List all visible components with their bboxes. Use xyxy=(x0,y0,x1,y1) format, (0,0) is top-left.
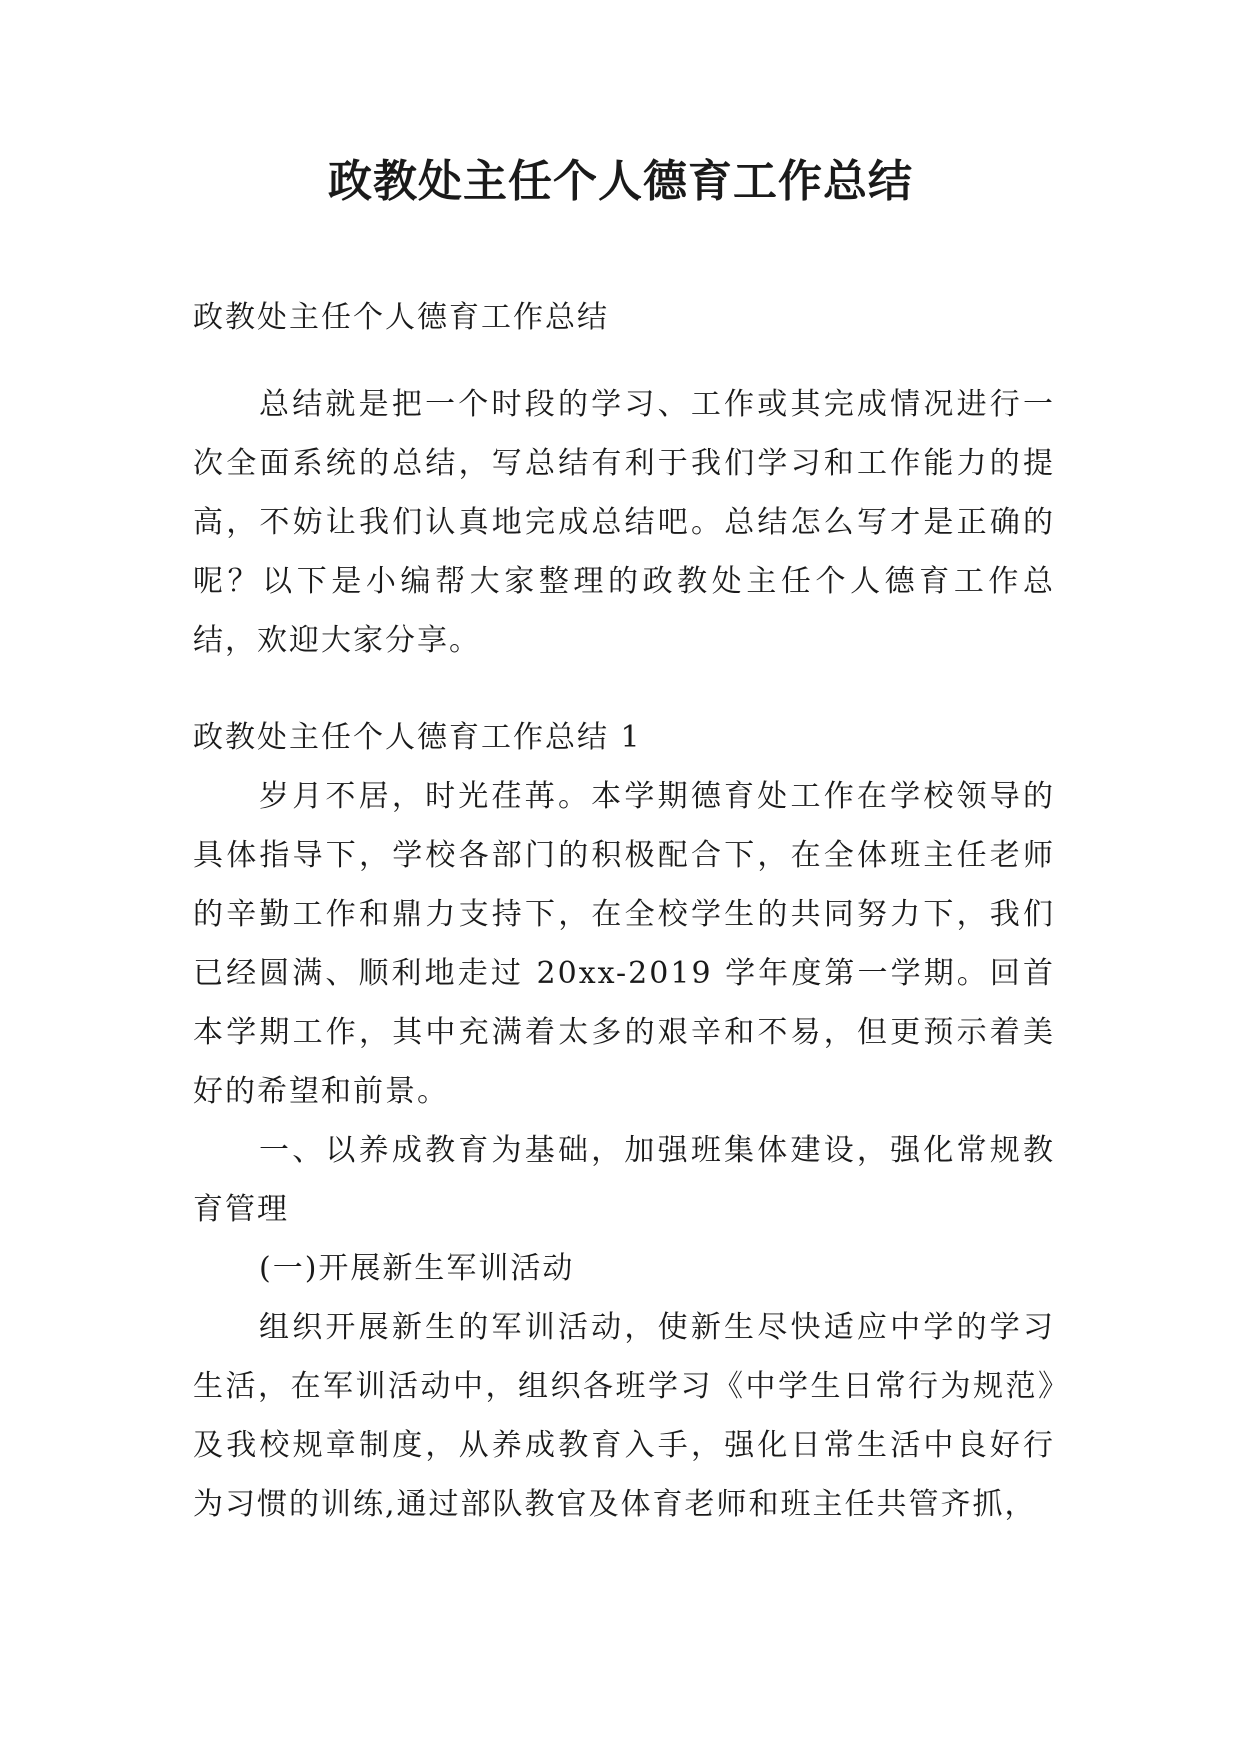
section-heading-1: 一、以养成教育为基础，加强班集体建设，强化常规教育管理 xyxy=(193,1133,1055,1227)
body-paragraph-1: 岁月不居，时光荏苒。本学期德育处工作在学校领导的具体指导下，学校各部门的积极配合下，在全体班主任老师的辛勤工作和鼎力支持下，在全校学生的共同努力下，我们已经圆满、顺利地走过 20xx-2019 学年度第一学期。回首本学期工作，其中充满着太多的艰辛和不易，但更预示着美好的希望和前景。 xyxy=(193,779,1055,1109)
intro-paragraph: 总结就是把一个时段的学习、工作或其完成情况进行一次全面系统的总结，写总结有利于我们学习和工作能力的提高，不妨让我们认真地完成总结吧。总结怎么写才是正确的呢？以下是小编帮大家整理的政教处主任个人德育工作总结，欢迎大家分享。 xyxy=(193,387,1055,658)
document-body xyxy=(193,288,1055,1534)
section-title: 政教处主任个人德育工作总结 1 xyxy=(193,720,642,755)
document-title: 政教处主任个人德育工作总结 xyxy=(328,156,913,207)
body-paragraph-2: 组织开展新生的军训活动，使新生尽快适应中学的学习生活，在军训活动中，组织各班学习《中学生日常行为规范》及我校规章制度，从养成教育入手，强化日常生活中良好行为习惯的训练,通过部队教官及体育老师和班主任共管齐抓， xyxy=(193,1310,1055,1522)
document-subtitle: 政教处主任个人德育工作总结 xyxy=(193,300,609,335)
subsection-heading-1: (一)开展新生军训活动 xyxy=(259,1251,575,1286)
